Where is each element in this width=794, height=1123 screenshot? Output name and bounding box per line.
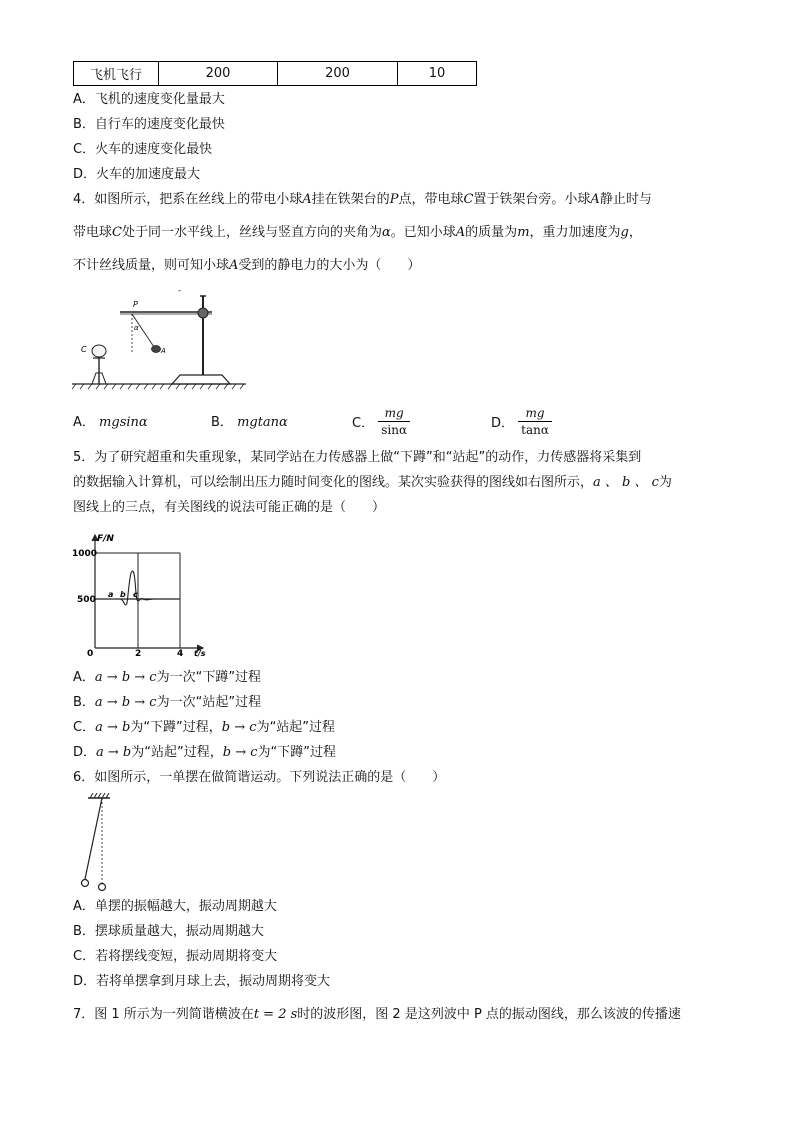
label-a: A <box>161 347 166 355</box>
q4-stem-line-3: 不计丝线质量，则可知小球A受到的静电力的大小为（ ） <box>73 258 421 273</box>
q5-option-a: A．a → b → c为一次“下蹲”过程 <box>73 670 262 685</box>
q4-stem-line-1: 4．如图所示，把系在丝线上的带电小球A挂在铁架台的P点，带电球C置于铁架台旁。小球A静止时与 <box>73 192 652 207</box>
pendulum-figure <box>74 793 114 893</box>
q5-stem-line-2: 的数据输入计算机，可以绘制出压力随时间变化的图线。某次实验获得的图线如右图所示，a 、 b 、 c为 <box>73 475 672 490</box>
q5-stem-line-3: 图线上的三点，有关图线的说法可能正确的是（ ） <box>73 500 386 515</box>
q6-option-d: D．若将单摆拿到月球上去，振动周期将变大 <box>73 974 331 989</box>
fraction: $\frac{mg}{\sin\alpha}$ <box>378 405 410 438</box>
y-axis-label: F/N <box>97 534 114 544</box>
force-time-graph <box>72 531 207 659</box>
q4-option-d: D． $\frac{mg}{\tan\alpha}$ <box>491 405 552 438</box>
label-alpha: α <box>134 324 139 332</box>
q4-option-b: B． mgtanα <box>211 415 288 430</box>
q5-stem-line-1: 5．为了研究超重和失重现象，某同学站在力传感器上做“下蹲”和“站起”的动作，力传感器将采集到 <box>73 450 642 465</box>
q5-option-b: B．a → b → c为一次“站起”过程 <box>73 695 262 710</box>
q4-option-a: A． mgsinα <box>73 415 148 430</box>
iron-stand-figure <box>72 285 247 391</box>
label-c: C <box>81 345 87 354</box>
data-table <box>73 61 477 86</box>
table-row <box>74 62 477 86</box>
fraction: $\frac{mg}{\tan\alpha}$ <box>518 405 552 438</box>
q4-stem-line-2: 带电球C处于同一水平线上，丝线与竖直方向的夹角为α。已知小球A的质量为m，重力加速度为g， <box>73 225 642 240</box>
point-label-b: b <box>120 590 126 599</box>
q3-option-b: B．自行车的速度变化最快 <box>73 117 225 132</box>
q4-option-c: C． $\frac{mg}{\sin\alpha}$ <box>352 405 410 438</box>
svg-text:-: - <box>178 286 181 295</box>
q6-option-b: B．摆球质量越大，振动周期越大 <box>73 924 264 939</box>
q3-option-c: C．火车的速度变化最快 <box>73 142 213 157</box>
y-tick-label: 1000 <box>72 549 98 559</box>
x-tick-label: 4 <box>177 649 184 659</box>
table-cell: 飞机飞行 <box>74 62 159 86</box>
q7-stem: 7．图 1 所示为一列简谐横波在t = 2 s时的波形图，图 2 是这列波中 P 点的振动图线，那么该波的传播速 <box>73 1007 681 1022</box>
ball-c-shape <box>92 345 106 357</box>
table-cell: 10 <box>398 62 477 86</box>
q3-option-d: D．火车的加速度最大 <box>73 167 201 182</box>
table-cell: 200 <box>278 62 398 86</box>
x-axis-label: t/s <box>194 649 206 658</box>
ball-a-shape <box>152 346 161 353</box>
q5-option-c: C．a → b为“下蹲”过程，b → c为“站起”过程 <box>73 720 336 735</box>
q5-option-d: D．a → b为“站起”过程，b → c为“下蹲”过程 <box>73 745 336 760</box>
q3-option-a: A．飞机的速度变化量最大 <box>73 92 225 107</box>
label-p: P <box>133 300 138 309</box>
point-label-a: a <box>108 590 114 599</box>
point-label-c: c <box>133 590 138 599</box>
q6-option-a: A．单摆的振幅越大，振动周期越大 <box>73 899 277 914</box>
q6-stem: 6．如图所示，一单摆在做简谐运动。下列说法正确的是（ ） <box>73 770 446 785</box>
table-cell: 200 <box>159 62 278 86</box>
q6-option-c: C．若将摆线变短，振动周期将变大 <box>73 949 278 964</box>
y-tick-label: 500 <box>77 595 96 605</box>
y-tick-label: 0 <box>87 649 94 659</box>
x-tick-label: 2 <box>135 649 142 659</box>
